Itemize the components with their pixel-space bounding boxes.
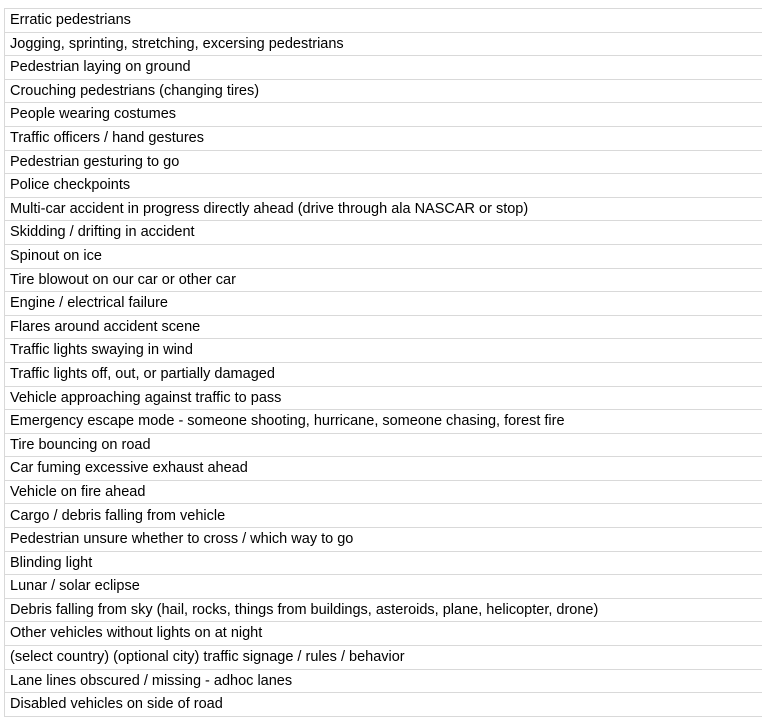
table-cell[interactable]: Blinding light (10, 554, 93, 571)
table-row[interactable] (5, 504, 762, 528)
table-row[interactable] (5, 174, 762, 198)
table-row[interactable] (5, 269, 762, 293)
table-cell[interactable]: Vehicle on fire ahead (10, 483, 146, 500)
table-cell[interactable]: Engine / electrical failure (10, 295, 168, 312)
table-row[interactable] (5, 481, 762, 505)
table-row[interactable] (5, 410, 762, 434)
table-cell[interactable]: Erratic pedestrians (10, 12, 131, 29)
table-cell[interactable]: People wearing costumes (10, 106, 177, 123)
table-row[interactable] (5, 56, 762, 80)
table-cell[interactable]: Lunar / solar eclipse (10, 578, 140, 595)
spreadsheet-column (4, 8, 762, 717)
table-row[interactable] (5, 387, 762, 411)
table-row[interactable] (5, 9, 762, 33)
table-row[interactable] (5, 33, 762, 57)
table-cell[interactable]: Tire blowout on our car or other car (10, 271, 236, 288)
table-cell[interactable]: Flares around accident scene (10, 318, 201, 335)
table-cell[interactable]: Crouching pedestrians (changing tires) (10, 82, 260, 99)
table-row[interactable] (5, 457, 762, 481)
table-row[interactable] (5, 245, 762, 269)
table-cell[interactable]: Car fuming excessive exhaust ahead (10, 460, 248, 477)
table-cell[interactable]: Pedestrian laying on ground (10, 59, 191, 76)
table-cell[interactable]: Skidding / drifting in accident (10, 224, 195, 241)
table-row[interactable] (5, 151, 762, 175)
table-row[interactable] (5, 693, 762, 717)
table-row[interactable] (5, 80, 762, 104)
table-cell[interactable]: Lane lines obscured / missing - adhoc lanes (10, 672, 293, 689)
table-cell[interactable]: (select country) (optional city) traffic signage / rules / behavior (10, 649, 405, 666)
table-cell[interactable]: Traffic lights off, out, or partially damaged (10, 365, 275, 382)
table-cell[interactable]: Emergency escape mode - someone shooting, hurricane, someone chasing, forest fire (10, 413, 565, 430)
table-row[interactable] (5, 622, 762, 646)
table-row[interactable] (5, 363, 762, 387)
table-row[interactable] (5, 646, 762, 670)
table-cell[interactable]: Traffic lights swaying in wind (10, 342, 193, 359)
table-cell[interactable]: Debris falling from sky (hail, rocks, things from buildings, asteroids, plane, helicopter, drone) (10, 601, 599, 618)
table-row[interactable] (5, 221, 762, 245)
table-cell[interactable]: Multi-car accident in progress directly ahead (drive through ala NASCAR or stop) (10, 200, 529, 217)
table-cell[interactable]: Disabled vehicles on side of road (10, 696, 223, 713)
table-cell[interactable]: Pedestrian gesturing to go (10, 153, 180, 170)
table-cell[interactable]: Spinout on ice (10, 247, 102, 264)
table-row[interactable] (5, 670, 762, 694)
table-row[interactable] (5, 292, 762, 316)
table-cell[interactable]: Traffic officers / hand gestures (10, 130, 204, 147)
table-row[interactable] (5, 552, 762, 576)
table-cell[interactable]: Jogging, sprinting, stretching, excersing pedestrians (10, 35, 344, 52)
table-row[interactable] (5, 127, 762, 151)
table-cell[interactable]: Vehicle approaching against traffic to pass (10, 389, 282, 406)
table-row[interactable] (5, 103, 762, 127)
table-row[interactable] (5, 316, 762, 340)
table-row[interactable] (5, 528, 762, 552)
table-row[interactable] (5, 575, 762, 599)
table-cell[interactable]: Tire bouncing on road (10, 436, 151, 453)
table-row[interactable] (5, 339, 762, 363)
table-cell[interactable]: Cargo / debris falling from vehicle (10, 507, 226, 524)
table-cell[interactable]: Police checkpoints (10, 177, 131, 194)
table-row[interactable] (5, 599, 762, 623)
table-row[interactable] (5, 198, 762, 222)
table-cell[interactable]: Other vehicles without lights on at night (10, 625, 263, 642)
table-row[interactable] (5, 434, 762, 458)
table-cell[interactable]: Pedestrian unsure whether to cross / which way to go (10, 531, 354, 548)
